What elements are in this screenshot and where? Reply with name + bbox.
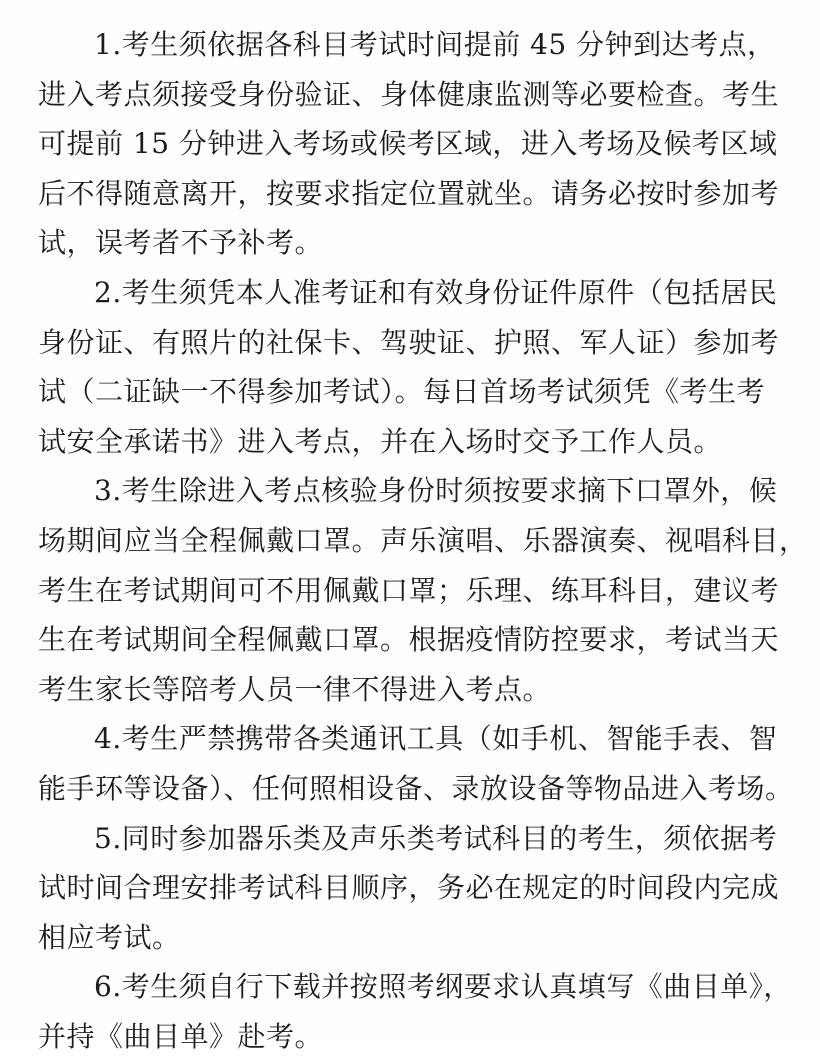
paragraph-line: 并持《曲目单》赴考。 — [38, 1019, 324, 1053]
document-body — [38, 20, 808, 1061]
paragraph-line: 试时间合理安排考试科目顺序，务必在规定的时间段内完成 — [38, 871, 780, 905]
paragraph-3 — [38, 466, 808, 714]
paragraph-line: 身份证、有照片的社保卡、驾驶证、护照、军人证）参加考 — [38, 325, 780, 359]
paragraph-line: 试，误考者不予补考。 — [38, 226, 324, 260]
paragraph-line: 场期间应当全程佩戴口罩。声乐演唱、乐器演奏、视唱科目， — [38, 523, 808, 557]
paragraph-line: 2.考生须凭本人准考证和有效身份证件原件（包括居民 — [94, 275, 778, 309]
paragraph-2 — [38, 268, 798, 466]
paragraph-1 — [38, 20, 798, 268]
paragraph-line: 5.同时参加器乐类及声乐类考试科目的考生，须依据考 — [94, 821, 778, 855]
paragraph-line: 生在考试期间全程佩戴口罩。根据疫情防控要求，考试当天 — [38, 623, 780, 657]
paragraph-line: 3.考生除进入考点核验身份时须按要求摘下口罩外，候 — [94, 474, 778, 508]
paragraph-line: 试安全承诺书》进入考点，并在入场时交予工作人员。 — [38, 424, 723, 458]
paragraph-line: 后不得随意离开，按要求指定位置就坐。请务必按时参加考 — [38, 176, 780, 210]
paragraph-line: 考生在考试期间可不用佩戴口罩；乐理、练耳科目，建议考 — [38, 573, 780, 607]
paragraph-5 — [38, 814, 798, 963]
paragraph-line: 1.考生须依据各科目考试时间提前 45 分钟到达考点， — [94, 28, 776, 61]
paragraph-6 — [38, 962, 798, 1061]
paragraph-line: 考生家长等陪考人员一律不得进入考点。 — [38, 672, 552, 706]
paragraph-line: 能手环等设备）、任何照相设备、录放设备等物品进入考场。 — [38, 771, 794, 805]
paragraph-line: 4.考生严禁携带各类通讯工具（如手机、智能手表、智 — [94, 722, 778, 756]
paragraph-line: 可提前 15 分钟进入考场或候考区域，进入考场及候考区域 — [38, 127, 778, 161]
paragraph-line: 6.考生须自行下载并按照考纲要求认真填写《曲目单》， — [94, 970, 792, 1004]
paragraph-4 — [38, 714, 798, 813]
paragraph-line: 进入考点须接受身份验证、身体健康监测等必要检查。考生 — [38, 77, 780, 111]
paragraph-line: 相应考试。 — [38, 920, 181, 954]
paragraph-line: 试（二证缺一不得参加考试）。每日首场考试须凭《考生考 — [38, 375, 766, 409]
